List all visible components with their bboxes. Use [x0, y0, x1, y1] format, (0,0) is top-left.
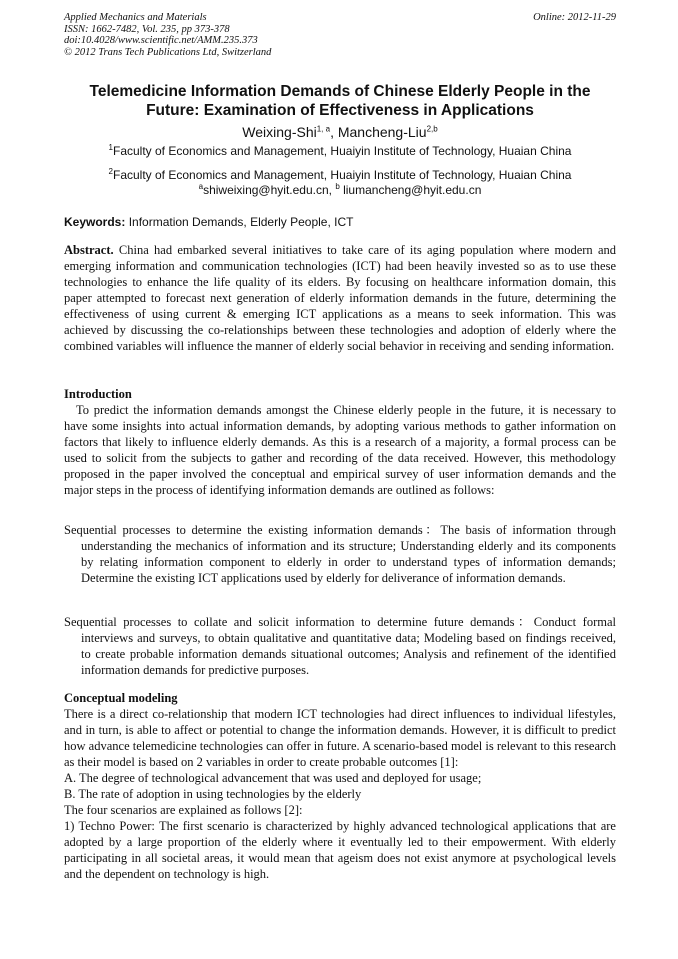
issn-line: ISSN: 1662-7482, Vol. 235, pp 373-378 [64, 23, 230, 35]
conceptual-paragraph-3: 1) Techno Power: The first scenario is characterized by highly advanced technological applications that are adopted by a large proportion of the elderly where it eventually led to their empowerment. With elderly participating in all societal areas, it would mean that ageism does not exist anymore at psychological levels and the dependent on technology is high. [64, 819, 616, 881]
affiliation-2 [64, 168, 616, 183]
abstract-label: Abstract. [64, 243, 114, 257]
author-2-sup: 2,b [426, 124, 438, 134]
conceptual-item-a: A. The degree of technological advancement that was used and deployed for usage; [64, 771, 482, 785]
email-a: shiweixing@hyit.edu.cn, [203, 183, 336, 197]
email-line [64, 183, 616, 198]
paper-title: Telemedicine Information Demands of Chinese Elderly People in the Future: Examination of Effectiveness in Applications [89, 83, 591, 119]
online-date: Online: 2012-11-29 [533, 12, 616, 23]
introduction-section [64, 386, 616, 498]
author-1: Weixing-Shi [242, 124, 317, 140]
email-b: liumancheng@hyit.edu.cn [339, 183, 482, 197]
journal-name: Applied Mechanics and Materials [64, 12, 207, 23]
keywords-label: Keywords: [64, 215, 126, 229]
author-1-sup: 1, a [316, 124, 331, 134]
author-2: Mancheng-Liu [337, 124, 427, 140]
conceptual-paragraph-1: There is a direct co-relationship that modern ICT technologies had direct influences to individual lifestyles, and in turn, is able to affect or potential to change the information demands. However, it is difficult to predict how advance telemedicine technologies can offer in future. A scenario-based model is relevant to this research as their model is based on 2 variables in order to create probable outcomes [1]: [64, 707, 616, 769]
introduction-heading: Introduction [64, 387, 132, 401]
affiliation-1 [64, 144, 616, 159]
author-separator: , [330, 124, 338, 140]
conceptual-heading: Conceptual modeling [64, 691, 178, 705]
conceptual-item-b: B. The rate of adoption in using technologies by the elderly [64, 787, 362, 801]
author-line [64, 123, 616, 141]
abstract [64, 242, 616, 354]
introduction-paragraph-1: To predict the information demands amongst the Chinese elderly people in the future, it is necessary to have some insights into actual information demands, by adopting various methods to gather information on factors that likely to influence elderly demands. As this is a research of a majority, a formal process can be used to solicit from the subjects to gather and recording of the data received. However, this methodology proposed in the paper involved the conceptual and empirical survey of user information demands and the major steps in the process of identifying information demands are outlined as follows: [64, 403, 616, 497]
keywords [64, 215, 616, 230]
abstract-text: China had embarked several initiatives to take care of its aging population where modern and emerging information and communication technologies (ICT) had been heavily invested so as to use these technologies to enhance the life quality of its elders. By focusing on healthcare information domain, this paper attempted to forecast next generation of elderly information demands in the future, determining the effectiveness of using current & emerging ICT applications as a means to seek information. This was achieved by discussing the co-relationships between these technologies and adoption of elderly where the combined variables will influence the manner of elderly social behavior in receiving and sending information. [64, 243, 616, 353]
intro-list-item-2 [64, 614, 616, 678]
journal-header [64, 12, 616, 58]
intro-list-item-1 [64, 522, 616, 586]
keywords-text: Information Demands, Elderly People, ICT [125, 215, 354, 229]
conceptual-paragraph-2: The four scenarios are explained as follows [2]: [64, 803, 303, 817]
email-a-sup: a [198, 182, 204, 191]
introduction-paragraph-2: Sequential processes to determine the existing information demands：The basis of information through understanding the mechanics of information and its structure; Understanding elderly and its components by relating information component to elderly in order to understand types of information demands; Determine the existing ICT applications used by elderly for deliverance of information demands. [64, 523, 616, 585]
doi-line: doi:10.4028/www.scientific.net/AMM.235.373 [64, 35, 258, 46]
conceptual-section [64, 690, 616, 882]
affiliation-2-sup: 2 [108, 167, 113, 176]
email-b-sup: b [335, 182, 340, 191]
copyright-line: © 2012 Trans Tech Publications Ltd, Switzerland [64, 46, 272, 58]
affiliation-1-text: Faculty of Economics and Management, Huaiyin Institute of Technology, Huaian China [112, 144, 572, 158]
introduction-paragraph-3: Sequential processes to collate and solicit information to determine future demands：Conduct formal interviews and surveys, to obtain qualitative and quantitative data; Modeling based on findings received, to create probable information demands situational outcomes; Analysis and refinement of the identified information demands for predictive purposes. [64, 615, 616, 677]
affiliation-1-sup: 1 [108, 143, 113, 152]
affiliation-2-text: Faculty of Economics and Management, Huaiyin Institute of Technology, Huaian China [112, 168, 572, 182]
